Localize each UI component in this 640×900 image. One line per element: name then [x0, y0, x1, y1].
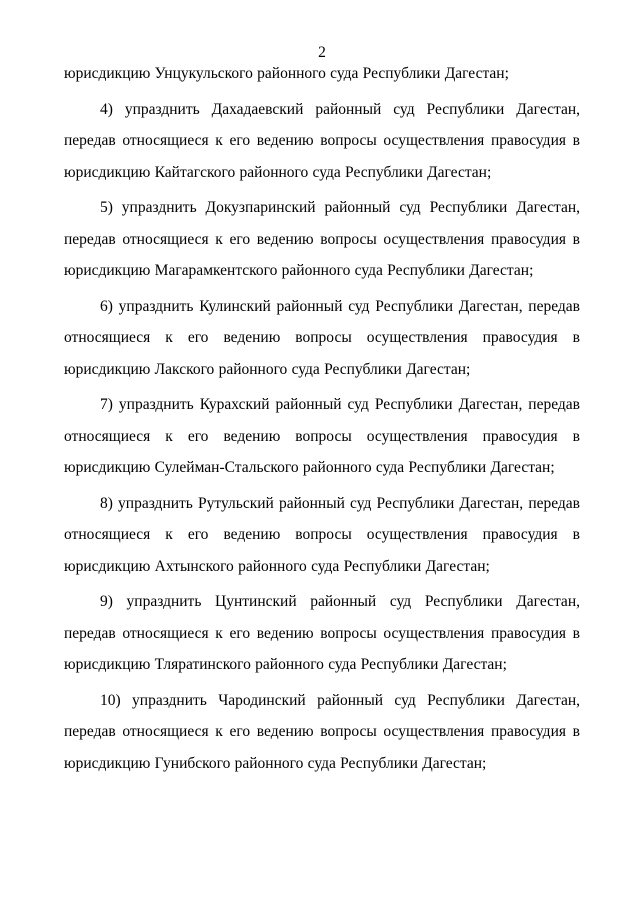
text-line: юрисдикцию Лакского районного суда Республики Дагестан;: [64, 360, 471, 378]
paragraph-item-8: [64, 488, 580, 583]
text-line: юрисдикцию Ахтынского районного суда Республики Дагестан;: [64, 557, 490, 575]
text-line: 10) упразднить Чародинский районный суд Республики Дагестан,: [100, 691, 580, 709]
text-line: юрисдикцию Тляратинского районного суда Республики Дагестан;: [64, 656, 507, 673]
text-line: юрисдикцию Гунибского районного суда Республики Дагестан;: [64, 754, 487, 772]
page-number: 2: [318, 44, 326, 61]
text-line: относящиеся к его ведению вопросы осуществления правосудия в: [64, 526, 580, 543]
paragraph-item-9: [64, 586, 580, 681]
text-line: 6) упразднить Кулинский районный суд Республики Дагестан, передав: [100, 297, 580, 315]
text-line: юрисдикцию Магарамкентского районного суда Республики Дагестан;: [64, 262, 534, 279]
text-line: 4) упразднить Дахадаевский районный суд Республики Дагестан,: [100, 100, 580, 118]
text-line: относящиеся к его ведению вопросы осуществления правосудия в: [64, 329, 580, 346]
text-line: 7) упразднить Курахский районный суд Республики Дагестан, передав: [100, 396, 580, 413]
text-line: передав относящиеся к его ведению вопросы осуществления правосудия в: [64, 230, 580, 248]
text-line: 9) упразднить Цунтинский районный суд Республики Дагестан,: [100, 593, 580, 610]
text-line: передав относящиеся к его ведению вопросы осуществления правосудия в: [64, 132, 580, 149]
document-body: [64, 58, 580, 783]
text-line: юрисдикцию Унцукульского районного суда Республики Дагестан;: [64, 65, 509, 82]
text-line: 5) упразднить Докузпаринский районный суд Республики Дагестан,: [100, 199, 580, 216]
text-line: юрисдикцию Кайтагского районного суда Республики Дагестан;: [64, 163, 492, 181]
paragraph-item-6: [64, 291, 580, 386]
text-line: 8) упразднить Рутульский районный суд Республики Дагестан, передав: [100, 494, 580, 512]
text-line: передав относящиеся к его ведению вопросы осуществления правосудия в: [64, 624, 580, 642]
paragraph-item-5: [64, 192, 580, 287]
paragraph-continuation: [64, 58, 580, 90]
paragraph-item-4: [64, 94, 580, 189]
paragraph-item-7: [64, 389, 580, 484]
text-line: передав относящиеся к его ведению вопросы осуществления правосудия в: [64, 723, 580, 740]
paragraph-item-10: [64, 685, 580, 780]
text-line: относящиеся к его ведению вопросы осуществления правосудия в: [64, 427, 580, 445]
text-line: юрисдикцию Сулейман-Стальского районного суда Республики Дагестан;: [64, 459, 555, 476]
